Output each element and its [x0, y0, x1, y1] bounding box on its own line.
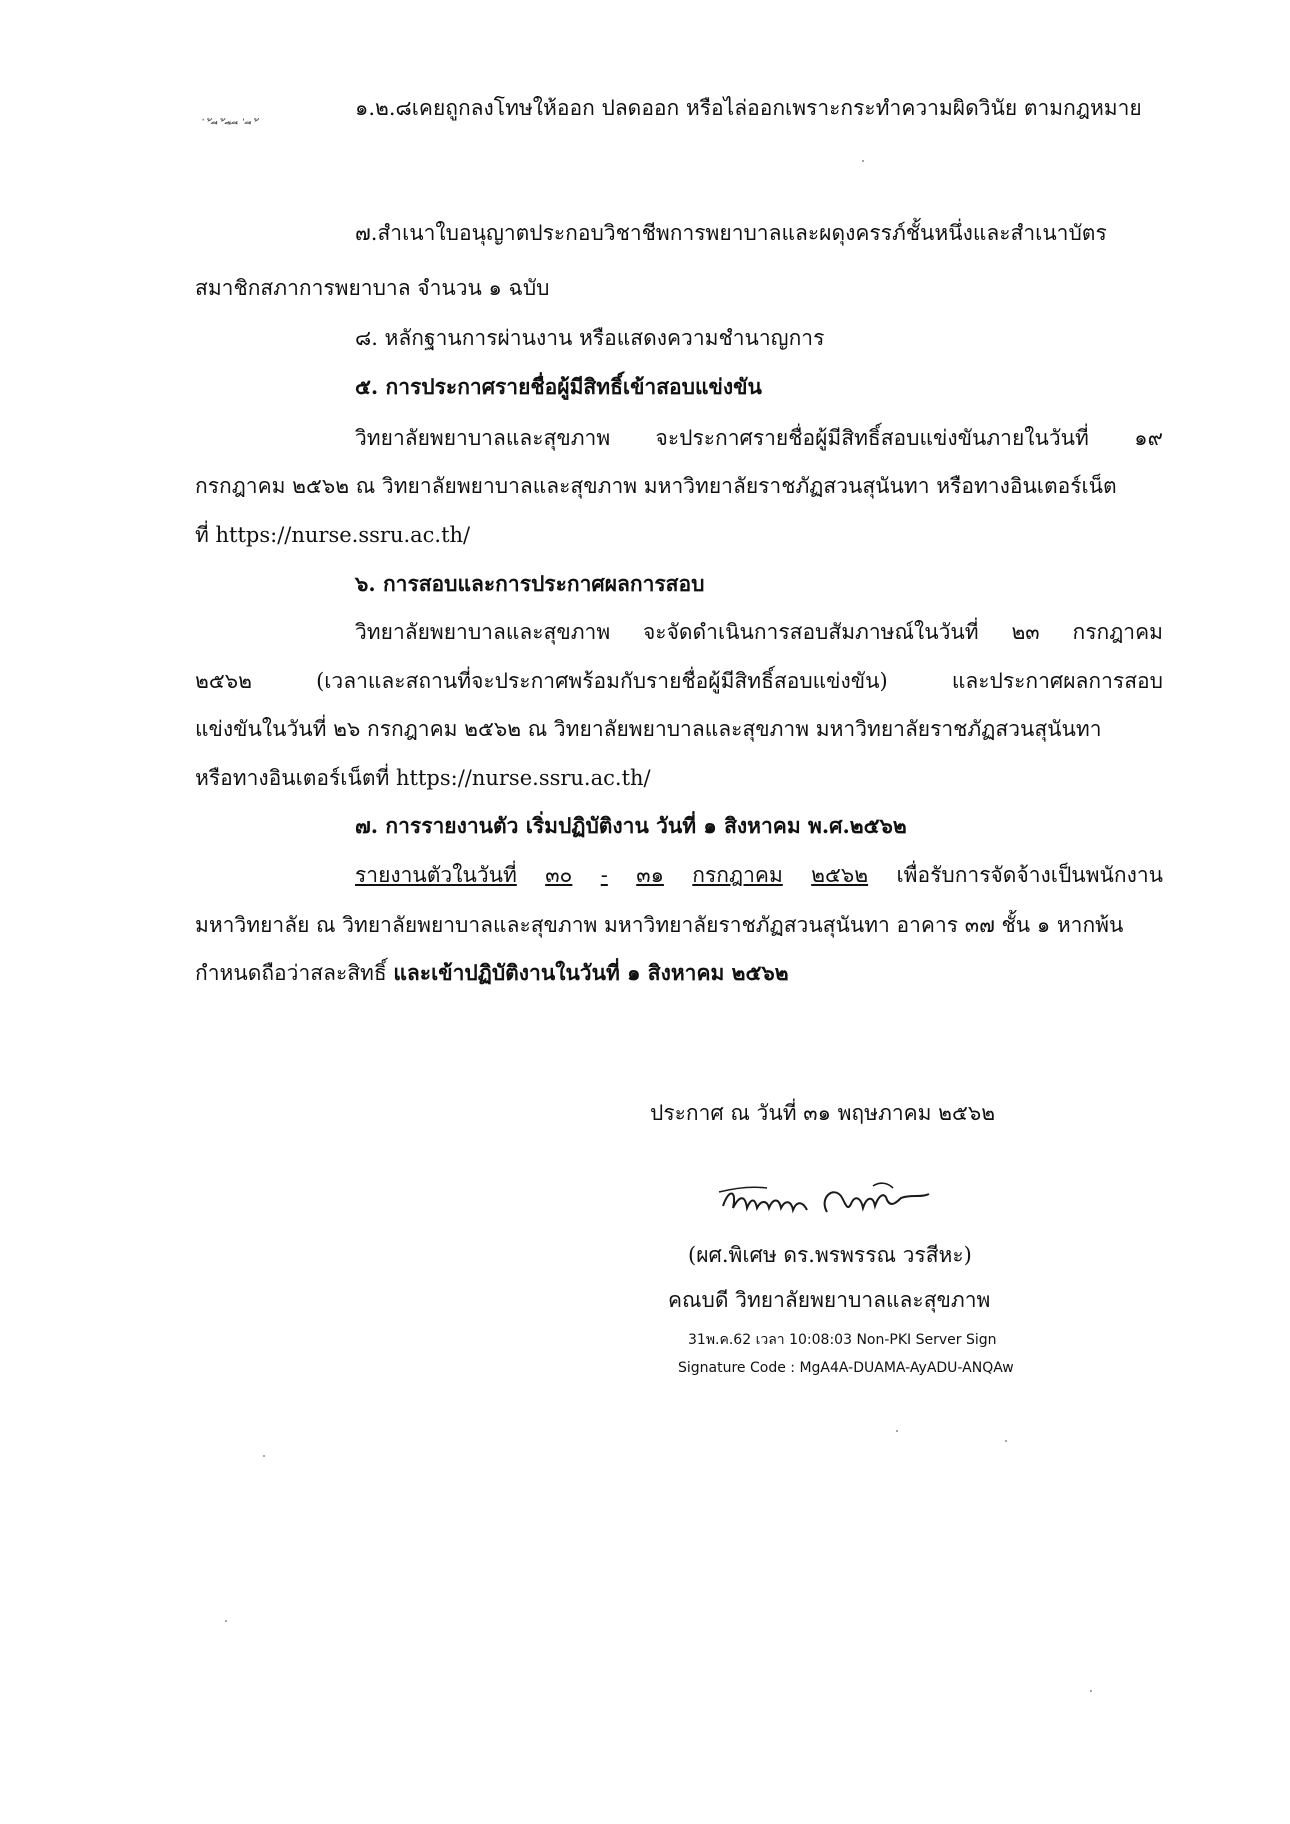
- section-6-paragraph-line3: แข่งขันในวันที่ ๒๖ กรกฎาคม ๒๕๖๒ ณ วิทยาลัยพยาบาลและสุขภาพ มหาวิทยาลัยราชภัฏสวนสุนันทา: [195, 717, 1102, 741]
- s7-forfeit: กำหนดถือว่าสละสิทธิ์: [195, 961, 387, 985]
- section-5-paragraph-line2: กรกฎาคม ๒๕๖๒ ณ วิทยาลัยพยาบาลและสุขภาพ มหาวิทยาลัยราชภัฏสวนสุนันทา หรือทางอินเตอร์เน็ต: [195, 474, 1117, 498]
- s5-text-ti: ที่: [195, 523, 209, 547]
- scan-speck: [225, 1620, 227, 1622]
- scan-speck: [896, 1430, 898, 1432]
- item-7-text-line1: ๗.สำเนาใบอนุญาตประกอบวิชาชีพการพยาบาลและผดุงครรภ์ชั้นหนึ่งและสำเนาบัตร: [355, 221, 1107, 245]
- s6-text-b: จะจัดดำเนินการสอบสัมภาษณ์ในวันที่: [643, 620, 979, 644]
- item-8-text: ๘. หลักฐานการผ่านงาน หรือแสดงความชำนาญการ: [355, 326, 825, 350]
- s5-text-c: ๑๙: [1134, 426, 1163, 450]
- s6-text-a: วิทยาลัยพยาบาลและสุขภาพ: [355, 620, 611, 644]
- section-5-heading: ๕. การประกาศรายชื่อผู้มีสิทธิ์เข้าสอบแข่งขัน: [355, 374, 762, 399]
- s6-text-internet: หรือทางอินเตอร์เน็ตที่: [195, 766, 390, 790]
- section-6-paragraph-line1: [355, 617, 1163, 647]
- scan-speck: [862, 160, 864, 162]
- scan-speck: [1005, 1440, 1007, 1442]
- s7-day-start: ๓๐: [545, 863, 573, 887]
- s7-dash: -: [600, 863, 608, 887]
- signer-title: คณบดี วิทยาลัยพยาบาลและสุขภาพ: [668, 1288, 991, 1312]
- s7-start-work: และเข้าปฏิบัติงานในวันที่ ๑ สิงหาคม ๒๕๖๒: [393, 960, 789, 985]
- scan-speck: [263, 1455, 265, 1457]
- item-1-2-8-cut-line: ่ ้ ี ้ ื ี ่ ี ้: [205, 121, 261, 137]
- s5-text-a: วิทยาลัยพยาบาลและสุขภาพ: [355, 426, 611, 450]
- s6-text-announce: และประกาศผลการสอบ: [951, 669, 1163, 693]
- announcement-date: ประกาศ ณ วันที่ ๓๑ พฤษภาคม ๒๕๖๒: [650, 1101, 996, 1125]
- signature-stamp-line1: 31พ.ค.62 เวลา 10:08:03 Non-PKI Server Sign: [688, 1332, 997, 1348]
- s6-text-note: (เวลาและสถานที่จะประกาศพร้อมกับรายชื่อผู้มีสิทธิ์สอบแข่งขัน): [316, 669, 888, 693]
- item-1-2-8-text: ๑.๒.๘เคยถูกลงโทษให้ออก ปลดออก หรือไล่ออกเพราะกระทำความผิดวินัย ตามกฎหมาย: [355, 96, 1142, 120]
- s7-purpose: เพื่อรับการจัดจ้างเป็นพนักงาน: [896, 863, 1163, 887]
- s7-report-label: รายงานตัวในวันที่: [355, 863, 517, 887]
- s7-month: กรกฎาคม: [692, 863, 783, 887]
- section-7-heading: ๗. การรายงานตัว เริ่มปฏิบัติงาน วันที่ ๑ สิงหาคม พ.ศ.๒๕๖๒: [355, 813, 907, 838]
- s5-text-b: จะประกาศรายชื่อผู้มีสิทธิ์สอบแข่งขันภายในวันที่: [655, 426, 1089, 450]
- s6-text-c: ๒๓: [1011, 620, 1040, 644]
- section-6-paragraph-line4: [195, 763, 651, 793]
- section-6-heading: ๖. การสอบและการประกาศผลการสอบ: [355, 571, 705, 596]
- signer-name: (ผศ.พิเศษ ดร.พรพรรณ วรสีหะ): [688, 1243, 972, 1267]
- section-5-paragraph-line1: [355, 423, 1163, 453]
- section-6-paragraph-line2: [195, 666, 1163, 696]
- s7-day-end: ๓๑: [636, 863, 664, 887]
- s6-url: https://nurse.ssru.ac.th/: [396, 766, 651, 790]
- item-7-text-line2: สมาชิกสภาการพยาบาล จำนวน ๑ ฉบับ: [195, 276, 550, 300]
- section-5-paragraph-line3: [195, 520, 470, 550]
- handwritten-signature: [715, 1168, 955, 1228]
- section-7-paragraph-line1: [355, 860, 1163, 890]
- s7-year: ๒๕๖๒: [811, 863, 869, 887]
- s5-url: https://nurse.ssru.ac.th/: [215, 523, 471, 547]
- section-7-paragraph-line3: [195, 958, 789, 988]
- signature-stamp-line2: Signature Code : MgA4A-DUAMA-AyADU-ANQAw: [678, 1360, 1014, 1376]
- section-7-paragraph-line2: มหาวิทยาลัย ณ วิทยาลัยพยาบาลและสุขภาพ มหาวิทยาลัยราชภัฏสวนสุนันทา อาคาร ๓๗ ชั้น ๑ หากพ้น: [195, 913, 1124, 937]
- s6-text-year: ๒๕๖๒: [195, 669, 252, 693]
- s6-text-d: กรกฎาคม: [1072, 620, 1163, 644]
- scan-speck: [1090, 1690, 1092, 1692]
